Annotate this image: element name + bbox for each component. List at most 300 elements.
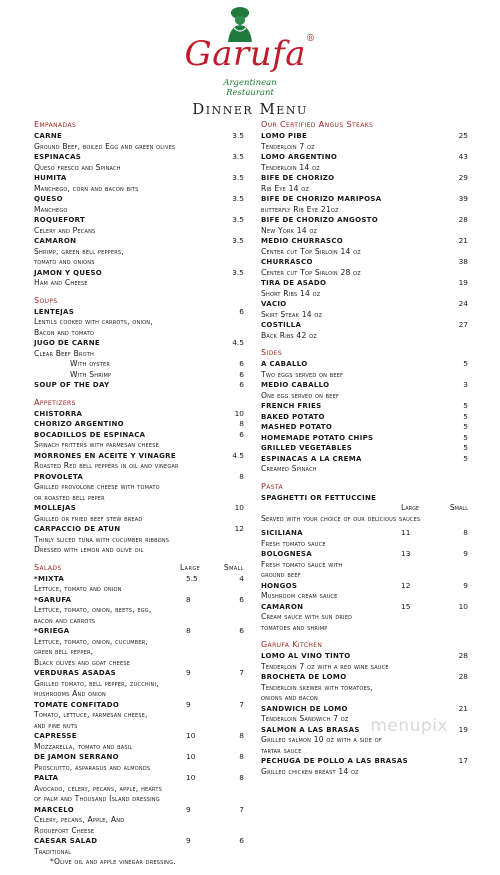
item-description: Fresh tomato sauce <box>261 538 326 548</box>
item-description: tomatoes and shrimp <box>261 622 328 632</box>
menu-item <box>261 651 468 662</box>
item-price: 10 <box>234 408 244 418</box>
menu-item-description <box>34 815 244 826</box>
item-description: green bell pepper, <box>34 647 94 656</box>
item-description: Tenderloin 7 oz with a red wine sauce <box>261 661 389 671</box>
item-description: Two eggs served on beef <box>261 369 344 379</box>
logo-subtitle-argentinean: Argentinean <box>223 78 277 88</box>
item-option: With Shrimp <box>70 369 112 379</box>
menu-item-description <box>34 514 244 525</box>
menu-item-description <box>261 539 468 550</box>
large-column-header: Large <box>401 503 420 512</box>
menu-item <box>261 704 468 715</box>
item-price-small: 8 <box>239 773 244 782</box>
item-price-large: 9 <box>186 699 191 709</box>
item-name: BIFE DE CHORIZO <box>261 174 335 182</box>
menu-item <box>34 380 244 391</box>
menu-item <box>261 152 468 163</box>
item-name: CARNE <box>34 132 63 140</box>
menu-item-description <box>261 591 468 602</box>
item-name: CHURRASCO <box>261 258 313 266</box>
item-price-small: 7 <box>239 804 244 814</box>
item-description: One egg served on beef <box>261 390 340 400</box>
item-name: VERDURAS ASADAS <box>34 669 117 677</box>
item-description: ground beef <box>261 570 301 579</box>
item-price: 6 <box>239 369 244 379</box>
item-name: MEDIO CHURRASCO <box>261 237 344 245</box>
item-price: 21 <box>458 703 468 713</box>
menu-item <box>34 668 244 679</box>
menu-item <box>261 215 468 226</box>
footnote: *Olive oil and apple vinegar dressing. <box>50 857 176 866</box>
item-name: TOMATE CONFITADO <box>34 700 120 709</box>
item-name: SALMON A LAS BRASAS <box>261 725 360 734</box>
item-description: Center cut Top Sirloin 28 oz <box>261 267 361 277</box>
menu-item-description <box>261 163 468 174</box>
item-price-large: 5.5 <box>186 573 198 583</box>
item-price: 17 <box>458 756 468 765</box>
item-description: Shrimp, green bell peppers, <box>34 246 124 256</box>
menu-item <box>261 581 468 592</box>
item-description: Prosciutto, asparagus and almonds <box>34 762 151 772</box>
menu-item-description <box>34 278 244 289</box>
item-description: or roasted bell peper <box>34 492 105 502</box>
menu-item-description <box>34 226 244 237</box>
menu-item-description <box>261 289 468 300</box>
menu-section <box>34 563 244 868</box>
item-name: MOLLEJAS <box>34 504 77 512</box>
item-price: 19 <box>458 278 468 287</box>
item-description: Queso fresco and Spinach <box>34 162 121 172</box>
menu-item <box>261 236 468 247</box>
menu-item-description <box>34 545 244 556</box>
menu-item <box>34 700 244 711</box>
menu-item-description <box>34 763 244 774</box>
menu-item-description <box>261 247 468 258</box>
menu-item-description <box>261 746 468 757</box>
item-price-small: 10 <box>458 601 468 611</box>
item-name: PALTA <box>34 774 59 782</box>
menu-item-description <box>34 461 244 472</box>
item-price-large: 9 <box>186 804 191 814</box>
item-name: LOMO AL VINO TINTO <box>261 652 351 660</box>
menu-item-description <box>34 605 244 616</box>
item-description: Creamed Spinach <box>261 464 317 473</box>
menu-item-description <box>261 767 468 778</box>
item-description: Ground Beef, boiled Egg and green olives <box>34 141 176 151</box>
menu-item-description <box>261 683 468 694</box>
menu-item <box>261 454 468 465</box>
item-price: 4.5 <box>232 450 244 460</box>
menu-item <box>261 194 468 205</box>
menu-item <box>261 278 468 289</box>
item-description: Ham and Cheese <box>34 278 88 287</box>
menu-item-description <box>261 570 468 581</box>
item-price: 3.5 <box>232 267 244 277</box>
menu-item-description <box>34 658 244 669</box>
item-description: Mozzarella, tomato and basil <box>34 741 133 751</box>
item-description: Fresh tomato sauce with <box>261 559 343 569</box>
menu-item-description <box>261 331 468 342</box>
right-column <box>261 120 468 784</box>
menu-item-description <box>34 721 244 732</box>
item-description: Avocado, celery, pecans, apple, hearts <box>34 783 162 793</box>
item-price-large: 10 <box>186 773 196 782</box>
item-price-large: 8 <box>186 594 191 604</box>
menu-item-description <box>34 794 244 805</box>
menu-item <box>261 493 468 504</box>
menu-item <box>34 307 244 318</box>
item-name: HONGOS <box>261 581 298 590</box>
item-description: Mushroom cream sauce <box>261 591 338 600</box>
menu-item-description <box>34 857 244 868</box>
menu-item <box>261 433 468 444</box>
item-name: CHORIZO ARGENTINO <box>34 420 124 428</box>
menu-item-description <box>261 205 468 216</box>
item-description: Grilled salmon 10 oz with a side of <box>261 735 382 744</box>
menu-item <box>34 430 244 441</box>
menu-item <box>34 836 244 847</box>
item-price: 6 <box>239 380 244 389</box>
item-description: Tomato, lettuce, parmesan cheese, <box>34 710 148 719</box>
menu-item-description <box>34 440 244 451</box>
section-title: Soups <box>34 295 58 305</box>
menu-item-description <box>34 359 244 370</box>
item-option: With oyster <box>70 359 110 368</box>
item-price: 29 <box>458 173 468 182</box>
item-name: CAPRESSE <box>34 732 77 740</box>
registered-mark: ® <box>305 34 316 44</box>
item-name: *GARUFA <box>34 595 72 604</box>
menu-item <box>261 299 468 310</box>
section-title: Appetizers <box>34 397 76 407</box>
item-price-large: 15 <box>401 601 411 611</box>
menu-item-description <box>261 268 468 279</box>
menu-item-description <box>34 784 244 795</box>
menu-item <box>34 595 244 606</box>
menu-item-description <box>34 247 244 258</box>
item-price-large: 13 <box>401 549 411 558</box>
menu-item-description <box>34 142 244 153</box>
menu-item <box>261 412 468 423</box>
section-title: Empanadas <box>34 120 77 129</box>
item-description: Rib Eye 14 oz <box>261 183 310 193</box>
item-description: Roasted Red bell peppers in oil and vinegar <box>34 461 179 470</box>
menu-item-description <box>34 184 244 195</box>
item-name: SANDWICH DE LOMO <box>261 704 348 713</box>
section-title: Garufa Kitchen <box>261 640 323 649</box>
menu-item-description <box>34 163 244 174</box>
logo-subtitle-restaurant: Restaurant <box>226 88 274 98</box>
item-price-small: 6 <box>239 836 244 845</box>
item-description: Grilled tomato, bell pepper, zucchini, <box>34 678 159 688</box>
item-description: Traditional <box>34 846 72 856</box>
item-name: CAMARON <box>34 237 77 245</box>
item-name: PECHUGA DE POLLO A LAS BRASAS <box>261 757 408 765</box>
item-price: 12 <box>234 524 244 533</box>
item-name: VACIO <box>261 300 287 308</box>
item-name: BROCHETA DE LOMO <box>261 673 347 681</box>
menu-header <box>0 0 500 120</box>
item-price: 10 <box>234 503 244 512</box>
menu-item-description <box>34 847 244 858</box>
item-description: New York 14 oz <box>261 225 318 235</box>
menu-item-description <box>261 370 468 381</box>
menu-item-description <box>261 226 468 237</box>
item-price: 6 <box>239 306 244 316</box>
item-price: 3.5 <box>232 173 244 182</box>
item-price-large: 10 <box>186 731 196 740</box>
item-price: 28 <box>458 672 468 681</box>
menu-item <box>261 602 468 613</box>
item-price-small: 7 <box>239 699 244 709</box>
item-name: MEDIO CABALLO <box>261 381 330 389</box>
item-description: Tenderloin Sandwich 7 oz <box>261 714 349 723</box>
item-price-small: 7 <box>239 668 244 677</box>
menu-item <box>261 672 468 683</box>
menu-item <box>34 338 244 349</box>
item-name: CAMARON <box>261 602 304 611</box>
item-price: 25 <box>458 131 468 140</box>
item-description: tartar sauce <box>261 745 302 755</box>
menu-item-description <box>34 689 244 700</box>
item-price-large: 10 <box>186 752 196 761</box>
item-name: JUGO DE CARNE <box>34 339 100 347</box>
item-price: 5 <box>463 359 468 368</box>
item-description: Cream sauce with sun dried <box>261 612 353 621</box>
item-description: Dressed with lemon and olive oil <box>34 545 144 554</box>
item-price: 5 <box>463 453 468 463</box>
menu-item <box>261 380 468 391</box>
item-price: 39 <box>458 194 468 203</box>
item-description: Grilled or fried beef stew bread <box>34 513 143 523</box>
item-price: 5 <box>463 422 468 431</box>
item-description: Tenderloin 7 oz <box>261 141 315 151</box>
menu-item <box>261 443 468 454</box>
menu-item-description <box>261 623 468 634</box>
item-price-large: 11 <box>401 528 411 537</box>
menu-item-description <box>34 349 244 360</box>
item-price: 4.5 <box>232 338 244 347</box>
item-name: SOUP OF THE DAY <box>34 381 110 389</box>
left-column <box>34 120 244 875</box>
menu-item <box>34 524 244 535</box>
menu-item <box>34 236 244 247</box>
item-name: *GRIEGA <box>34 627 70 635</box>
menu-item <box>34 419 244 430</box>
section-title: Our Certified Angus Steaks <box>261 120 374 129</box>
item-name: PROVOLETA <box>34 472 84 481</box>
item-description: Manchego, corn and bacon bits <box>34 183 139 193</box>
item-name: MARCELO <box>34 805 74 814</box>
menu-item <box>34 215 244 226</box>
menu-item <box>34 173 244 184</box>
item-name: BAKED POTATO <box>261 412 325 421</box>
item-description: Black olives and goat cheese <box>34 657 131 667</box>
item-description: Grilled chicken breast 14 oz <box>261 766 359 776</box>
item-name: JAMON Y QUESO <box>34 268 103 277</box>
menu-section <box>261 640 468 777</box>
menu-item-description <box>34 826 244 837</box>
menu-item-description <box>34 370 244 381</box>
item-description: Back Ribs 42 oz <box>261 330 317 340</box>
item-description: butterfly Rib Eye 21oz <box>261 204 339 214</box>
item-description: Manchego <box>34 204 68 214</box>
item-price-small: 6 <box>239 594 244 604</box>
size-column-headers <box>261 503 468 514</box>
menu-item <box>34 131 244 142</box>
small-column-header: Small <box>449 503 468 512</box>
item-price: 28 <box>458 215 468 224</box>
menu-item <box>261 528 468 539</box>
menu-item-description <box>34 482 244 493</box>
item-description: Spinach fritters with parmesan cheese <box>34 440 159 449</box>
item-price-small: 8 <box>239 731 244 740</box>
item-description: Center cut Top Sirloin 14 oz <box>261 246 361 256</box>
item-name: ROQUEFORT <box>34 216 86 224</box>
item-name: BOLOGNESA <box>261 550 312 558</box>
item-price: 6 <box>239 429 244 439</box>
item-name: COSTILLA <box>261 321 302 329</box>
menu-item <box>34 752 244 763</box>
menu-item-description <box>261 464 468 475</box>
menu-item <box>261 359 468 370</box>
menu-item-description <box>34 679 244 690</box>
menu-item-description <box>261 560 468 571</box>
menu-item <box>34 574 244 585</box>
item-description: Lentils cooked with carrots, onion, <box>34 317 153 326</box>
item-name: SPAGHETTI OR FETTUCCINE <box>261 493 377 502</box>
item-price: 3.5 <box>232 215 244 224</box>
item-name: FRENCH FRIES <box>261 402 322 410</box>
item-description: bacon and carrots <box>34 615 96 625</box>
menu-item <box>34 409 244 420</box>
menu-item <box>261 131 468 142</box>
menu-item-description <box>261 391 468 402</box>
item-price: 3 <box>463 380 468 389</box>
menu-item-description <box>34 317 244 328</box>
menu-item <box>261 549 468 560</box>
item-description: Roquefort Cheese <box>34 825 95 835</box>
menu-item-description <box>261 184 468 195</box>
item-price-large: 12 <box>401 580 411 590</box>
menu-item-description <box>34 584 244 595</box>
item-price-small: 8 <box>463 528 468 537</box>
menu-section <box>34 120 244 289</box>
item-price: 28 <box>458 651 468 660</box>
item-name: QUESO <box>34 195 63 203</box>
item-description: Lettuce, tomato, onion, beets, egg, <box>34 605 152 614</box>
menu-item <box>34 268 244 279</box>
menu-item-description <box>261 310 468 321</box>
item-name: ESPINACAS <box>34 153 82 161</box>
item-price-large: 9 <box>186 668 191 677</box>
item-description: Lettuce, tomato and onion <box>34 584 122 593</box>
menu-item-description <box>261 612 468 623</box>
item-description: Grilled provolone cheese with tomato <box>34 482 160 491</box>
item-description: and pine nuts <box>34 720 78 730</box>
item-price-small: 8 <box>239 752 244 761</box>
item-name: CHISTORRA <box>34 409 83 418</box>
menu-item-description <box>34 742 244 753</box>
item-description: Tenderloin 14 oz <box>261 162 320 172</box>
item-description: Thinly sliced tuna with cucumber ribbons <box>34 534 170 544</box>
menu-item-description <box>34 493 244 504</box>
menu-item-description <box>261 514 468 525</box>
item-price: 3.5 <box>232 194 244 203</box>
menu-item <box>34 194 244 205</box>
item-price-large: 8 <box>186 626 191 635</box>
menu-item-description <box>34 637 244 648</box>
item-price: 3.5 <box>232 152 244 161</box>
restaurant-logo <box>0 34 500 74</box>
item-name: HUMITA <box>34 174 67 182</box>
item-price: 19 <box>458 724 468 734</box>
section-title: Sides <box>261 348 283 357</box>
item-description: tomato and onions <box>34 257 95 266</box>
watermark: menupix <box>370 716 448 736</box>
menu-item-description <box>34 647 244 658</box>
item-description: Bacon and tomato <box>34 327 95 337</box>
item-name: *MIXTA <box>34 574 65 583</box>
item-price: 5 <box>463 401 468 410</box>
item-description: Tenderloin skewer with tomatoes, <box>261 682 373 692</box>
menu-item <box>34 731 244 742</box>
menu-item-description <box>34 535 244 546</box>
item-name: SICILIANA <box>261 529 303 537</box>
menu-item <box>34 152 244 163</box>
item-description: of palm and Thousand Island dressing <box>34 794 160 803</box>
item-name: DE JAMON SERRANO <box>34 753 119 761</box>
item-price-large: 9 <box>186 836 191 845</box>
menu-item-description <box>261 735 468 746</box>
menu-item <box>261 173 468 184</box>
small-column-header: Small <box>223 562 244 572</box>
menu-item <box>34 805 244 816</box>
menu-section <box>261 482 468 634</box>
item-price: 38 <box>458 257 468 266</box>
menu-item <box>34 472 244 483</box>
item-name: GRILLED VEGETABLES <box>261 444 353 452</box>
item-name: LOMO ARGENTINO <box>261 153 338 161</box>
item-name: TIRA DE ASADO <box>261 279 327 287</box>
menu-item <box>34 451 244 462</box>
menu-item-description <box>261 693 468 704</box>
item-description: Celery, pecans, Apple, And <box>34 815 125 824</box>
item-name: BIFE DE CHORIZO ANGOSTO <box>261 216 379 224</box>
item-price-small: 9 <box>463 549 468 558</box>
menu-section <box>261 120 468 341</box>
item-price: 5 <box>463 432 468 442</box>
item-price: 6 <box>239 359 244 368</box>
section-title: Salads Large Small <box>34 562 244 572</box>
item-name: MASHED POTATO <box>261 423 333 431</box>
menu-item <box>261 257 468 268</box>
menu-item <box>261 320 468 331</box>
item-name: BOCADILLOS DE ESPINACA <box>34 430 146 439</box>
item-description: onions and bacon <box>261 693 318 702</box>
item-price: 43 <box>458 152 468 161</box>
item-name: LENTEJAS <box>34 307 75 316</box>
menu-item-description <box>261 662 468 673</box>
item-name: MORRONES EN ACEITE Y VINAGRE <box>34 451 176 460</box>
menu-item <box>261 401 468 412</box>
item-description: Clear Beef Broth <box>34 348 95 358</box>
item-price: 21 <box>458 236 468 245</box>
item-price: 8 <box>239 419 244 428</box>
menu-item <box>261 756 468 767</box>
item-price: 3.5 <box>232 131 244 140</box>
